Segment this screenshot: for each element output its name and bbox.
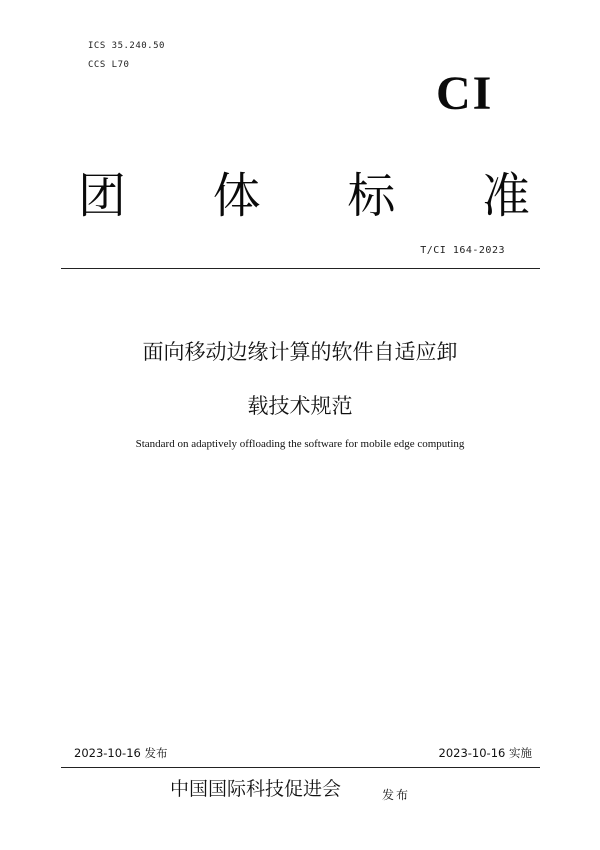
document-type-char: 体 (212, 168, 261, 224)
title-chinese-line-2: 载技术规范 (247, 394, 353, 418)
bottom-divider (61, 767, 540, 768)
top-divider (61, 268, 540, 269)
document-type-char: 准 (481, 168, 530, 224)
document-type-heading (78, 168, 530, 224)
implementation-date: 2023-10-16 实施 (438, 746, 532, 760)
standard-number: T/CI 164-2023 (420, 245, 505, 256)
association-logo: CI (436, 67, 494, 120)
ics-code: ICS 35.240.50 (88, 41, 165, 51)
publisher-name: 中国国际科技促进会 (170, 778, 342, 800)
document-type-char: 标 (347, 168, 396, 224)
publisher-suffix: 发布 (382, 788, 411, 802)
title-english: Standard on adaptively offloading the software for mobile edge computing (135, 438, 465, 450)
title-chinese-line-1: 面向移动边缘计算的软件自适应卸 (142, 340, 458, 364)
document-type-char: 团 (78, 168, 127, 224)
publish-date: 2023-10-16 发布 (74, 746, 168, 760)
ccs-code: CCS L70 (88, 60, 130, 70)
